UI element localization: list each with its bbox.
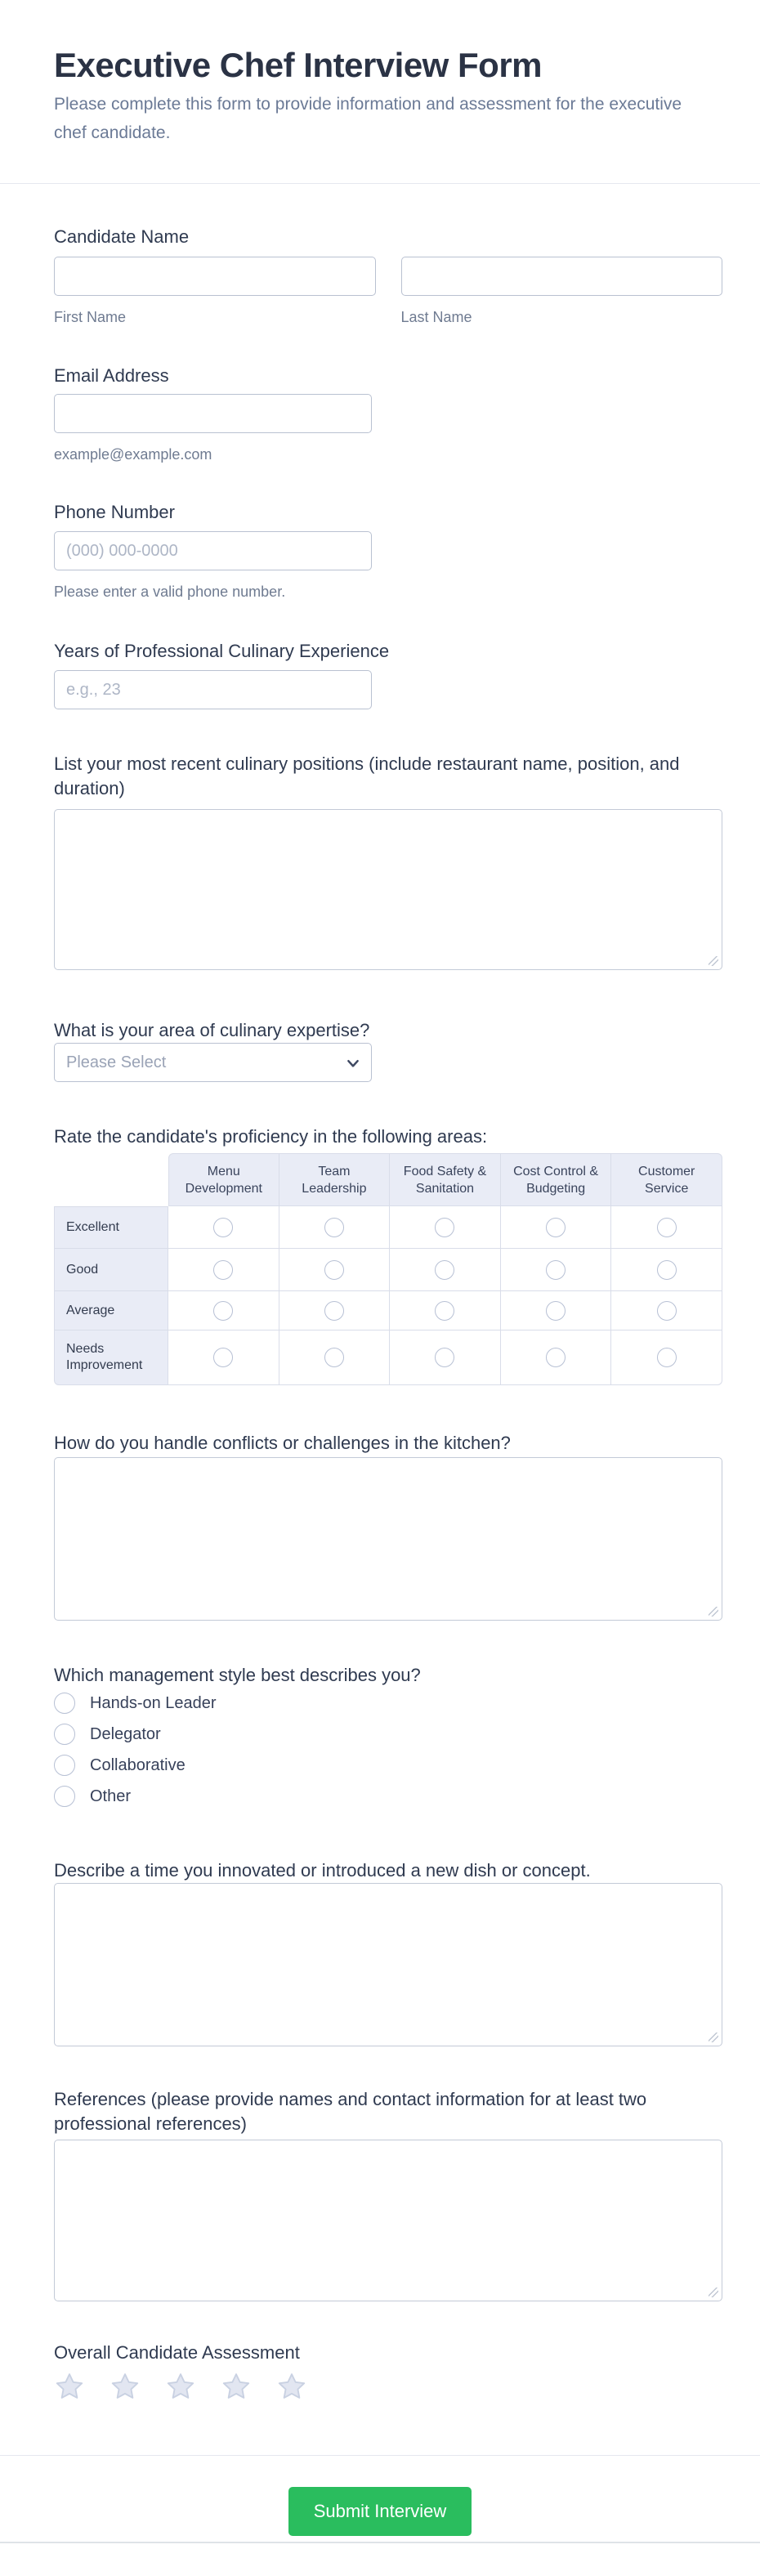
email-label: Email Address [54, 365, 169, 386]
innovation-textarea[interactable] [54, 1883, 722, 2046]
management-option[interactable] [54, 1719, 722, 1750]
last-name-sublabel: Last Name [400, 309, 472, 325]
matrix-table [54, 1153, 722, 1385]
form-body [0, 225, 760, 2402]
star-icon[interactable] [110, 2371, 141, 2402]
matrix-column-header: Customer Service [611, 1153, 722, 1206]
phone-sublabel: Please enter a valid phone number. [54, 584, 286, 600]
matrix-radio[interactable] [435, 1348, 454, 1367]
matrix-radio[interactable] [546, 1348, 566, 1367]
matrix-radio[interactable] [657, 1260, 677, 1280]
matrix-row-label: Excellent [54, 1206, 168, 1249]
matrix-radio[interactable] [324, 1301, 344, 1321]
matrix-cell [501, 1206, 612, 1249]
radio-circle[interactable] [54, 1693, 75, 1714]
matrix-cell [390, 1330, 501, 1385]
matrix-column-header: Food Safety & Sanitation [390, 1153, 501, 1206]
management-options [54, 1688, 722, 1812]
matrix-column-header: Menu Development [168, 1153, 279, 1206]
conflicts-label: How do you handle conflicts or challenges in the kitchen? [54, 1433, 511, 1453]
form-title: Executive Chef Interview Form [54, 46, 543, 84]
question-conflicts [54, 1431, 722, 1621]
matrix-radio[interactable] [213, 1301, 233, 1321]
matrix-cell [390, 1249, 501, 1291]
matrix-row-label: Good [54, 1249, 168, 1291]
email-sublabel: example@example.com [54, 446, 212, 463]
resize-handle-icon[interactable] [709, 956, 718, 966]
matrix-radio[interactable] [435, 1260, 454, 1280]
matrix-cell [611, 1206, 722, 1249]
star-icon[interactable] [165, 2371, 196, 2402]
matrix-corner-cell [54, 1153, 168, 1206]
conflicts-textarea[interactable] [54, 1457, 722, 1621]
matrix-column-header: Team Leadership [279, 1153, 391, 1206]
matrix-cell [611, 1291, 722, 1330]
management-option[interactable] [54, 1750, 722, 1781]
matrix-radio[interactable] [213, 1218, 233, 1237]
matrix-cell [168, 1249, 279, 1291]
matrix-radio[interactable] [546, 1301, 566, 1321]
first-name-sublabel: First Name [54, 309, 127, 325]
matrix-cell [501, 1330, 612, 1385]
matrix-cell [611, 1249, 722, 1291]
matrix-cell [501, 1249, 612, 1291]
question-expertise [54, 1018, 722, 1082]
matrix-cell [611, 1330, 722, 1385]
resize-handle-icon[interactable] [709, 2288, 718, 2297]
matrix-cell [390, 1206, 501, 1249]
option-label: Other [90, 1787, 132, 1805]
matrix-cell [279, 1330, 391, 1385]
last-name-input[interactable] [401, 257, 723, 296]
references-label: References (please provide names and contact information for at least two professional references) [54, 2089, 647, 2134]
star-icon[interactable] [276, 2371, 307, 2402]
radio-circle[interactable] [54, 1724, 75, 1745]
matrix-cell [279, 1206, 391, 1249]
candidate-name-label: Candidate Name [54, 226, 190, 247]
resize-handle-icon[interactable] [709, 2033, 718, 2042]
matrix-row-label: Average [54, 1291, 168, 1330]
matrix-cell [501, 1291, 612, 1330]
years-input[interactable] [54, 670, 372, 709]
option-label: Hands-on Leader [90, 1693, 217, 1712]
submit-button[interactable]: Submit Interview [288, 2487, 472, 2536]
matrix-radio[interactable] [657, 1218, 677, 1237]
star-icon[interactable] [54, 2371, 85, 2402]
positions-label: List your most recent culinary positions (include restaurant name, position, and duration) [54, 754, 680, 798]
management-option[interactable] [54, 1688, 722, 1719]
matrix-row-label: Needs Improvement [54, 1330, 168, 1385]
years-label: Years of Professional Culinary Experience [54, 641, 390, 661]
matrix-radio[interactable] [657, 1301, 677, 1321]
email-input[interactable] [54, 394, 372, 433]
matrix-radio[interactable] [324, 1218, 344, 1237]
resize-handle-icon[interactable] [709, 1607, 718, 1617]
footer-divider [0, 2455, 760, 2456]
matrix-cell [279, 1249, 391, 1291]
innovation-label: Describe a time you innovated or introduced a new dish or concept. [54, 1860, 591, 1881]
question-matrix [54, 1125, 722, 1385]
phone-input[interactable] [54, 531, 372, 570]
phone-label: Phone Number [54, 502, 175, 522]
option-label: Collaborative [90, 1755, 186, 1774]
matrix-radio[interactable] [546, 1260, 566, 1280]
star-rating [54, 2371, 722, 2402]
first-name-input[interactable] [54, 257, 376, 296]
matrix-column-header: Cost Control & Budgeting [501, 1153, 612, 1206]
matrix-radio[interactable] [435, 1218, 454, 1237]
management-option[interactable] [54, 1781, 722, 1812]
matrix-radio[interactable] [546, 1218, 566, 1237]
question-email [54, 364, 722, 463]
expertise-select[interactable] [54, 1043, 372, 1082]
matrix-label: Rate the candidate's proficiency in the following areas: [54, 1126, 488, 1147]
question-phone [54, 500, 722, 601]
question-candidate-name [54, 225, 722, 326]
matrix-cell [279, 1291, 391, 1330]
expertise-label: What is your area of culinary expertise? [54, 1020, 370, 1040]
management-label: Which management style best describes you? [54, 1665, 421, 1685]
question-positions [54, 752, 722, 970]
star-icon[interactable] [221, 2371, 252, 2402]
matrix-radio[interactable] [324, 1260, 344, 1280]
matrix-radio[interactable] [435, 1301, 454, 1321]
form-header [0, 0, 760, 147]
question-innovation [54, 1858, 722, 2046]
positions-textarea[interactable] [54, 809, 722, 970]
radio-circle[interactable] [54, 1786, 75, 1807]
matrix-radio[interactable] [657, 1348, 677, 1367]
question-management [54, 1663, 722, 1812]
form-subtitle: Please complete this form to provide information and assessment for the executive chef candidate. [54, 95, 682, 142]
question-years [54, 639, 722, 709]
question-references [54, 2087, 722, 2301]
matrix-cell [168, 1330, 279, 1385]
header-divider [0, 183, 760, 184]
matrix-radio[interactable] [213, 1348, 233, 1367]
references-textarea[interactable] [54, 2140, 722, 2301]
matrix-cell [168, 1206, 279, 1249]
form-footer [0, 2402, 760, 2576]
matrix-cell [390, 1291, 501, 1330]
matrix-radio[interactable] [324, 1348, 344, 1367]
matrix-cell [168, 1291, 279, 1330]
option-label: Delegator [90, 1724, 161, 1743]
question-assessment [54, 2341, 722, 2402]
assessment-label: Overall Candidate Assessment [54, 2342, 300, 2363]
radio-circle[interactable] [54, 1755, 75, 1776]
matrix-radio[interactable] [213, 1260, 233, 1280]
